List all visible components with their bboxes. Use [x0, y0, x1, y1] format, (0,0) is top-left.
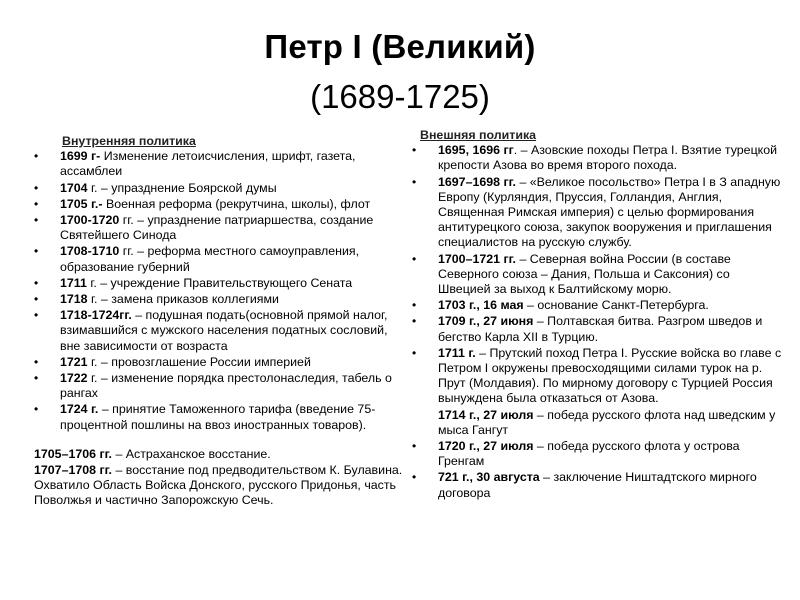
list-item: [412, 175, 782, 251]
item-year: 1720 г., 27 июля: [438, 439, 534, 454]
item-text: – победа русского флота у острова Гренгам: [438, 439, 740, 469]
item-text: – принятие Таможенного тарифа (введение 75-процентной пошлины на ввоз иностранных товаров).: [60, 402, 376, 432]
list-item: [34, 197, 406, 212]
list-item: [34, 213, 406, 243]
item-text: гг. – упразднение патриаршества, создание Святейшего Синода: [60, 213, 374, 243]
list-item: [412, 346, 782, 407]
foreign-policy-column: [412, 128, 782, 502]
item-text: – подушная подать(основной прямой налог, взимавшийся с мужского населения податных сословий, вне зависимости от возраста: [60, 308, 388, 353]
item-text: – победа русского флота над шведским у мыса Гангут: [438, 407, 776, 437]
list-item: [34, 244, 406, 274]
item-year: 1708-1710: [60, 244, 120, 259]
item-year: 1714 г., 27 июля: [438, 407, 534, 422]
list-item: [412, 439, 782, 469]
item-text: г. – замена приказов коллегиями: [87, 292, 279, 307]
item-text: – восстание под предводительством К. Булавина. Охватило Область Войска Донского, русского Придонья, часть Поволжья и частично Запорожскую Сечь.: [34, 463, 403, 508]
list-item: [34, 371, 406, 401]
item-year: 1711 г.: [438, 345, 476, 360]
domestic-policy-list: [34, 149, 406, 433]
item-year: 1721: [60, 354, 88, 369]
domestic-policy-column: [34, 134, 406, 510]
item-year: 1704: [60, 180, 88, 195]
domestic-policy-heading: Внутренняя политика: [62, 134, 196, 148]
list-item: [34, 308, 406, 354]
list-item: [34, 149, 406, 179]
item-year: 1700–1721 гг.: [438, 251, 516, 266]
list-item: [412, 252, 782, 298]
item-text: – Прутский поход Петра I. Русские войска во главе с Петром I окружены превосходящими силами турок на р. Прут (Молдавия). По мирному договору с Турцией Россия вынуждена была отказаться от Азова.: [438, 345, 782, 406]
item-year: 1722: [60, 371, 88, 386]
list-item: [412, 143, 782, 173]
item-text: – основание Санкт-Петербурга.: [523, 298, 709, 313]
uprising-item: [34, 447, 406, 462]
item-year: 1703 г., 16 мая: [438, 298, 524, 313]
item-text: г. – учреждение Правительствующего Сената: [86, 275, 353, 290]
item-year: 1707–1708 гг.: [34, 463, 112, 478]
slide-subtitle: (1689-1725): [310, 78, 490, 115]
item-year: 1697–1698 гг.: [438, 174, 516, 189]
list-item: [34, 402, 406, 432]
item-text: – Астраханское восстание.: [112, 446, 271, 461]
item-year: 721 г., 30 августа: [438, 470, 540, 485]
uprising-item: [34, 463, 406, 509]
list-item: [412, 408, 782, 438]
item-text: – Северная война России (в составе Северного союза – Дания, Польша и Саксония) со Швецией за выход к Балтийскому морю.: [438, 251, 731, 297]
item-text: гг. – реформа местного самоуправления, образование губерний: [60, 244, 360, 274]
item-text: г. – изменение порядка престолонаследия, табель о рангах: [60, 371, 392, 401]
uprisings-block: [34, 447, 406, 509]
item-text: Изменение летоисчисления, шрифт, газета, ассамблеи: [60, 149, 356, 179]
item-text: – «Великое посольство» Петра I в З ападную Европу (Курляндия, Пруссия, Голландия, Англия, Священная Римская империя) с целью формирования антитурецкого союза, закупок вооружения и приглашения специалистов на русскую службу.: [438, 174, 781, 250]
item-year: 1718-1724гг.: [60, 308, 132, 323]
list-item: [34, 181, 406, 196]
item-year: 1699 г-: [60, 149, 101, 164]
item-text: – заключение Ништадтского мирного договора: [438, 470, 757, 500]
item-text: – Полтавская битва. Разгром шведов и бегство Карла XII в Турцию.: [438, 314, 763, 344]
item-year: 1700-1720: [60, 213, 120, 228]
list-item: [412, 470, 782, 500]
foreign-policy-list: [412, 143, 782, 501]
item-text: г. – упразднение Боярской думы: [87, 180, 277, 195]
item-year: 1718: [60, 292, 88, 307]
item-year: 1724 г.: [60, 402, 99, 417]
item-year: 1705–1706 гг.: [34, 446, 112, 461]
list-item: [412, 298, 782, 313]
list-item: [34, 292, 406, 307]
list-item: [34, 355, 406, 370]
slide-title: Петр I (Великий): [264, 28, 536, 65]
item-text: г. – провозглашение России империей: [87, 354, 311, 369]
item-text: Военная реформа (рекрутчина, школы), флот: [102, 196, 371, 211]
item-text: . – Азовские походы Петра I. Взятие турецкой крепости Азова во время второго похода.: [438, 143, 778, 173]
item-year: 1695, 1696 гг: [438, 143, 514, 158]
item-year: 1705 г.-: [60, 196, 103, 211]
list-item: [34, 276, 406, 291]
foreign-policy-heading: Внешняя политика: [420, 128, 537, 142]
list-item: [412, 314, 782, 344]
item-year: 1709 г., 27 июня: [438, 314, 534, 329]
item-year: 1711: [60, 275, 87, 290]
